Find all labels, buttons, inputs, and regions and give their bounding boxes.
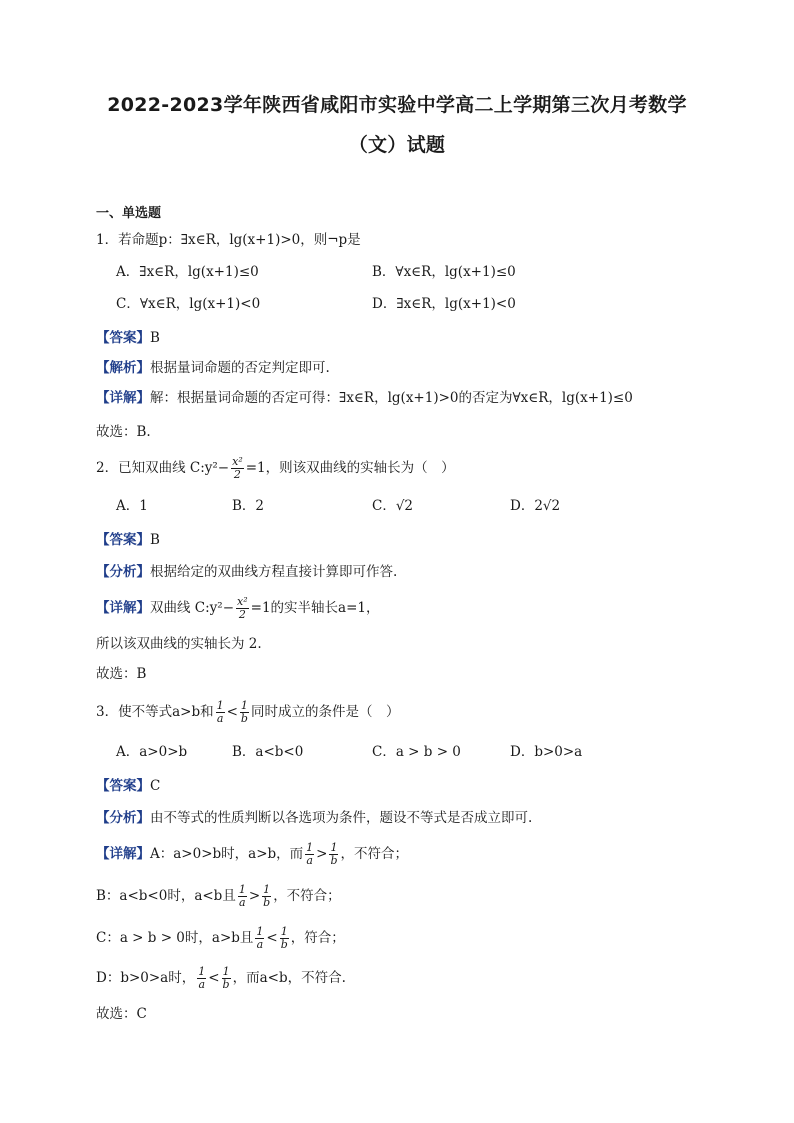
answer-tag: 【答案】 <box>96 532 150 548</box>
q2-detail-frac-num: x² <box>237 595 248 608</box>
q3-line-c-mid: < <box>266 930 278 946</box>
q3-line-a-post: ，不符合； <box>340 846 409 862</box>
q2-option-c: C．√2 <box>372 498 414 514</box>
frac-den: b <box>222 978 230 991</box>
frac-den: b <box>240 712 248 725</box>
frac-den: b <box>280 938 288 951</box>
frac-1b <box>329 842 338 867</box>
q2-frac-den: 2 <box>233 468 241 481</box>
q2-answer <box>96 530 160 550</box>
q3-frac-1b <box>240 700 249 725</box>
q2-stem <box>96 456 455 481</box>
page-title-line2: （文）试题 <box>348 134 446 156</box>
q3-line-b-pre: B：a<b<0时，a<b且 <box>96 888 236 904</box>
q3-stem-post: 同时成立的条件是（ ） <box>250 704 400 720</box>
frac-den: a <box>198 978 206 991</box>
answer-tag: 【答案】 <box>96 330 150 346</box>
frac-den: a <box>306 854 313 867</box>
detail-tag: 【详解】 <box>96 390 150 406</box>
q2-frac-num: x² <box>232 455 243 468</box>
frac-num: 1 <box>263 883 271 896</box>
q3-option-d: D．b>0>a <box>510 744 583 760</box>
q3-line-d-post: ，而a<b，不符合. <box>232 970 346 986</box>
q3-answer-value: C <box>150 778 161 794</box>
q1-stem: 1．若命题p：∃x∈R，lg(x+1)>0，则¬p是 <box>96 232 361 248</box>
frac-1b <box>280 926 289 951</box>
q3-analysis-text: 由不等式的性质判断以各选项为条件，题设不等式是否成立即可. <box>150 810 533 826</box>
q3-line-d-mid: < <box>208 970 220 986</box>
detail-tag: 【详解】 <box>96 600 150 616</box>
q1-detail <box>96 388 633 408</box>
q2-choose: 故选：B <box>96 666 147 682</box>
q3-option-a: A．a>0>b <box>116 744 188 760</box>
q2-stem-post: =1，则该双曲线的实轴长为（ ） <box>245 460 455 476</box>
frac-1a <box>255 926 264 951</box>
q2-option-d: D．2√2 <box>510 498 561 514</box>
analysis-tag: 【分析】 <box>96 810 150 826</box>
q2-detail-frac-den: 2 <box>238 608 246 621</box>
q3-detail-c <box>96 926 345 951</box>
q1-answer-value: B <box>150 330 160 346</box>
q3-line-a-mid: > <box>316 846 328 862</box>
frac-den: a <box>239 896 246 909</box>
q3-detail-d <box>96 966 346 991</box>
q3-option-c: C．a > b > 0 <box>372 744 461 760</box>
frac-num: 1 <box>240 699 248 712</box>
frac-num: 1 <box>222 965 230 978</box>
q3-frac-1a <box>216 700 225 725</box>
q3-answer <box>96 776 160 796</box>
q2-detail <box>96 596 380 621</box>
analysis-tag: 【解析】 <box>96 360 150 376</box>
q2-option-b: B．2 <box>232 498 265 514</box>
q1-choose: 故选：B. <box>96 424 151 440</box>
q1-option-a: A．∃x∈R，lg(x+1)≤0 <box>116 264 259 280</box>
q1-analysis-text: 根据量词命题的否定判定即可. <box>150 360 330 376</box>
frac-1b <box>222 966 231 991</box>
q2-analysis-text: 根据给定的双曲线方程直接计算即可作答. <box>150 564 398 580</box>
frac-den: a <box>216 712 224 725</box>
q1-detail-text: 解：根据量词命题的否定可得：∃x∈R，lg(x+1)>0的否定为∀x∈R，lg(x+1)≤0 <box>150 390 633 406</box>
page-title-line1: 2022-2023学年陕西省咸阳市实验中学高二上学期第三次月考数学 <box>107 94 687 116</box>
frac-1a <box>197 966 206 991</box>
frac-num: 1 <box>216 699 224 712</box>
q3-choose: 故选：C <box>96 1006 147 1022</box>
frac-den: b <box>263 896 271 909</box>
q3-analysis <box>96 808 532 828</box>
frac-den: a <box>256 938 264 951</box>
q1-answer <box>96 328 160 348</box>
q3-stem <box>96 700 399 725</box>
q2-analysis <box>96 562 397 582</box>
analysis-tag: 【分析】 <box>96 564 150 580</box>
frac-num: 1 <box>238 883 246 896</box>
frac-num: 1 <box>330 841 338 854</box>
q3-detail-b <box>96 884 341 909</box>
q1-analysis <box>96 358 330 378</box>
q1-option-c: C．∀x∈R，lg(x+1)<0 <box>116 296 261 312</box>
q3-detail-a <box>96 842 408 867</box>
q2-answer-value: B <box>150 532 160 548</box>
frac-num: 1 <box>306 841 314 854</box>
frac-1a <box>305 842 314 867</box>
detail-tag: 【详解】 <box>96 846 150 862</box>
q3-line-d-pre: D：b>0>a时， <box>96 970 196 986</box>
q3-line-b-mid: > <box>248 888 261 904</box>
q3-stem-mid: < <box>226 704 238 720</box>
q2-detail-post: =1的实半轴长a=1， <box>250 600 380 616</box>
frac-num: 1 <box>256 925 264 938</box>
q3-option-b: B．a<b<0 <box>232 744 304 760</box>
q2-stem-pre: 2．已知双曲线 C:y²− <box>96 460 230 476</box>
frac-num: 1 <box>198 965 206 978</box>
q3-stem-pre: 3．使不等式a>b和 <box>96 704 214 720</box>
section-heading: 一、单选题 <box>96 206 162 221</box>
q2-detail-fraction <box>236 596 249 621</box>
q2-fraction <box>231 456 244 481</box>
q2-detail-line2: 所以该双曲线的实轴长为 2. <box>96 636 262 652</box>
answer-tag: 【答案】 <box>96 778 150 794</box>
frac-1a <box>238 884 247 909</box>
q3-line-c-post: ，符合； <box>290 930 345 946</box>
frac-1b <box>262 884 271 909</box>
q3-line-c-pre: C：a > b > 0时，a>b且 <box>96 930 254 946</box>
q3-line-a-pre: A：a>0>b时，a>b，而 <box>150 846 304 862</box>
q3-line-b-post: ，不符合； <box>273 888 341 904</box>
q2-option-a: A．1 <box>116 498 148 514</box>
q2-detail-pre: 双曲线 C:y²− <box>150 600 235 616</box>
frac-den: b <box>330 854 338 867</box>
q1-option-d: D．∃x∈R，lg(x+1)<0 <box>372 296 516 312</box>
frac-num: 1 <box>280 925 288 938</box>
q1-option-b: B．∀x∈R，lg(x+1)≤0 <box>372 264 516 280</box>
